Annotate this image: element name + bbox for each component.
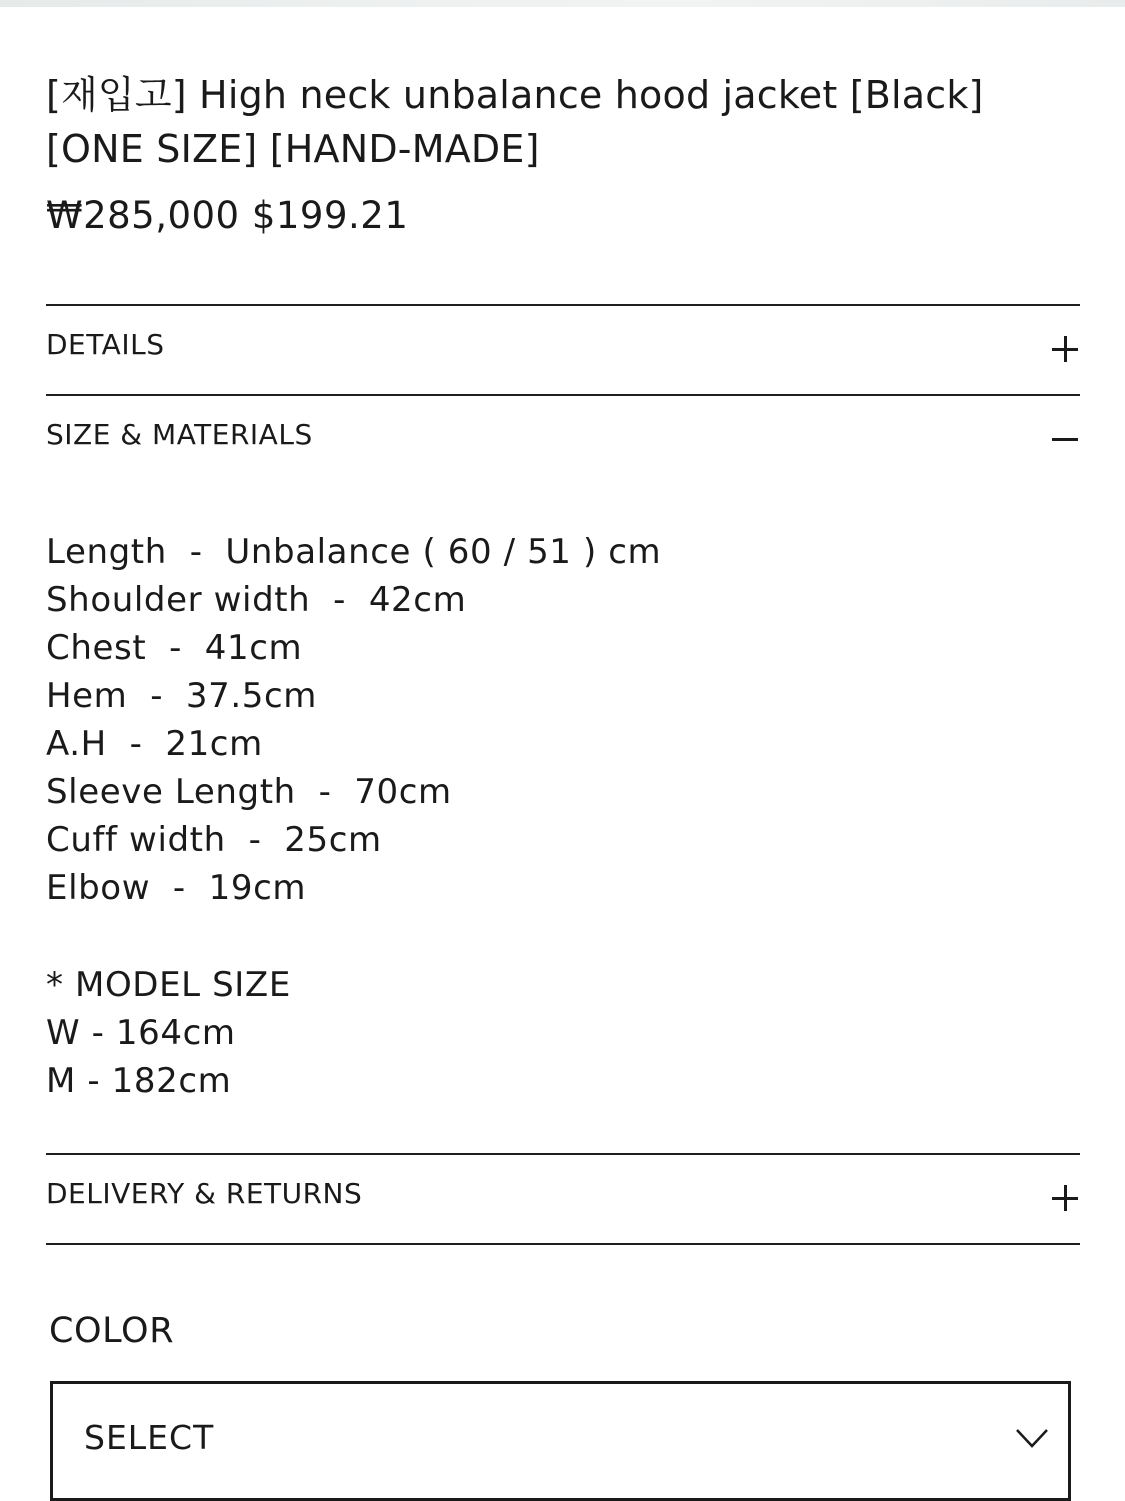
accordion-delivery-returns-header[interactable]: DELIVERY & RETURNS	[46, 1177, 363, 1210]
color-select[interactable]	[50, 1381, 1071, 1501]
model-size-heading: * MODEL SIZE	[46, 965, 291, 1005]
model-size-men: M - 182cm	[46, 1061, 232, 1101]
measurement-hem: Hem - 37.5cm	[46, 676, 318, 716]
plus-icon[interactable]	[1050, 1183, 1080, 1213]
model-size-list	[46, 961, 291, 1105]
chevron-down-icon	[1014, 1420, 1050, 1456]
product-title-line-2: [ONE SIZE] [HAND-MADE]	[46, 127, 540, 171]
divider	[46, 394, 1080, 396]
size-measurements-list	[46, 528, 661, 912]
measurement-armhole: A.H - 21cm	[46, 724, 263, 764]
minus-icon[interactable]	[1050, 424, 1080, 454]
measurement-length: Length - Unbalance ( 60 / 51 ) cm	[46, 532, 662, 572]
divider	[46, 304, 1080, 306]
top-strip	[0, 0, 1125, 7]
product-title	[46, 68, 1076, 176]
measurement-sleeve-length: Sleeve Length - 70cm	[46, 772, 452, 812]
product-price: ₩285,000 $199.21	[46, 194, 409, 237]
accordion-size-materials-header[interactable]: SIZE & MATERIALS	[46, 418, 313, 451]
color-label: COLOR	[49, 1311, 175, 1351]
measurement-elbow: Elbow - 19cm	[46, 868, 307, 908]
divider	[46, 1153, 1080, 1155]
plus-icon[interactable]	[1050, 334, 1080, 364]
color-select-value: SELECT	[84, 1418, 215, 1457]
model-size-women: W - 164cm	[46, 1013, 236, 1053]
measurement-shoulder-width: Shoulder width - 42cm	[46, 580, 467, 620]
accordion-details-header[interactable]: DETAILS	[46, 328, 165, 361]
product-title-line-1: [재입고] High neck unbalance hood jacket [Black]	[46, 73, 984, 117]
divider	[46, 1243, 1080, 1245]
measurement-chest: Chest - 41cm	[46, 628, 303, 668]
measurement-cuff-width: Cuff width - 25cm	[46, 820, 382, 860]
